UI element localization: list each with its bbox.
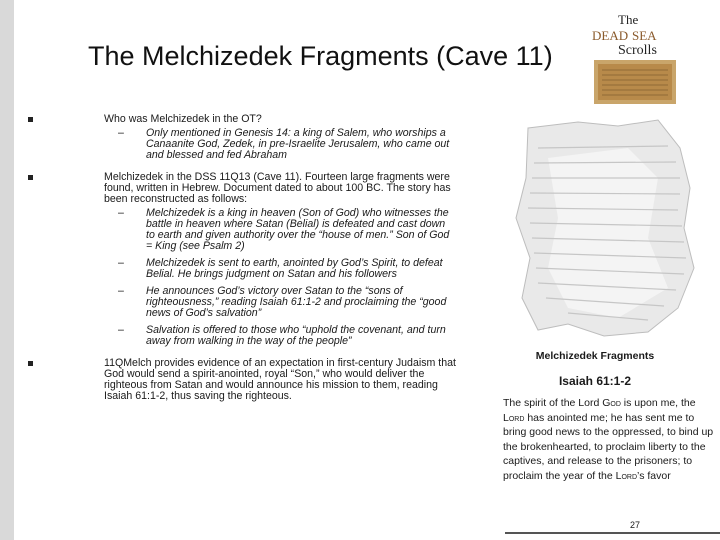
sub-bullet xyxy=(104,325,456,347)
svg-text:The: The xyxy=(618,12,639,27)
sub-bullet-text: Melchizedek is a king in heaven (Son of God) who witnesses the battle in heaven where Satan (Belial) is defeated and cast down to earth and given authority over the “house of men.” Son of God = King (see Psalm 2) xyxy=(146,207,450,252)
footer-divider xyxy=(505,532,720,534)
slide-title: The Melchizedek Fragments (Cave 11) xyxy=(88,41,553,71)
bullet-text: 11QMelch provides evidence of an expectation in first-century Judaism that God would send a spirit-anointed, royal “Son,” who would deliver the righteous from Satan and would announce his mission to them, reading Isaiah 61:1-2, thus saving the righteous. xyxy=(104,357,456,402)
page-number: 27 xyxy=(630,520,641,530)
isaiah-quote xyxy=(503,396,718,484)
square-bullet-icon xyxy=(28,175,33,180)
divine-name: God xyxy=(602,397,621,409)
bullet-item xyxy=(26,172,456,347)
dash-icon: – xyxy=(118,257,124,269)
svg-text:SEA: SEA xyxy=(632,28,657,43)
dash-icon: – xyxy=(118,285,124,297)
sub-bullet-text: Salvation is offered to those who “uphold the covenant, and turn away from walking in the way of the people” xyxy=(146,324,446,347)
scroll-fragment-image xyxy=(508,118,698,340)
svg-text:Scrolls: Scrolls xyxy=(618,43,657,58)
sub-bullet xyxy=(104,208,456,252)
bullet-item xyxy=(26,358,456,402)
sub-bullet xyxy=(104,286,456,319)
bullet-list xyxy=(26,114,456,413)
dash-icon: – xyxy=(118,324,124,336)
sub-bullet xyxy=(104,128,456,161)
svg-text:DEAD: DEAD xyxy=(592,28,629,43)
sub-bullet-text: Melchizedek is sent to earth, anointed by God’s Spirit, to defeat Belial. He brings judgment on Satan and his followers xyxy=(146,257,443,280)
bullet-text: Who was Melchizedek in the OT? xyxy=(104,113,262,125)
isaiah-title: Isaiah 61:1-2 xyxy=(558,374,632,388)
divine-name: Lord xyxy=(503,411,525,424)
sub-bullet-text: He announces God’s victory over Satan to the “sons of righteousness,” reading Isaiah 61:1-2 and proclaiming the “good news of God’s salvation” xyxy=(146,285,447,319)
square-bullet-icon xyxy=(28,117,33,122)
dash-icon: – xyxy=(118,127,124,139)
quote-text: ’s favor xyxy=(637,469,671,482)
quote-text: The spirit of the Lord xyxy=(503,397,603,409)
square-bullet-icon xyxy=(28,361,33,366)
sub-bullet-text: Only mentioned in Genesis 14: a king of Salem, who worships a Canaanite God, Zedek, in pre-Israelite Jerusalem, who came out and blessed and fed Abraham xyxy=(146,127,450,161)
dash-icon: – xyxy=(118,207,124,219)
dead-sea-scrolls-logo xyxy=(588,10,682,106)
quote-text: is upon me, the xyxy=(620,397,696,409)
sub-bullet xyxy=(104,258,456,280)
bullet-text: Melchizedek in the DSS 11Q13 (Cave 11). Fourteen large fragments were found, written in Hebrew. Document dated to about 100 BC. The story has been reconstructed as follows: xyxy=(104,171,451,205)
divine-name: Lord xyxy=(615,469,638,482)
image-caption: Melchizedek Fragments xyxy=(535,350,655,362)
quote-text: has anointed me; he has sent me to bring good news to the oppressed, to bind up the brokenhearted, to proclaim liberty to the captives, and release to the prisoners; to proclaim the year of the xyxy=(503,411,714,482)
bullet-item xyxy=(26,114,456,161)
left-accent-bar xyxy=(0,0,14,540)
